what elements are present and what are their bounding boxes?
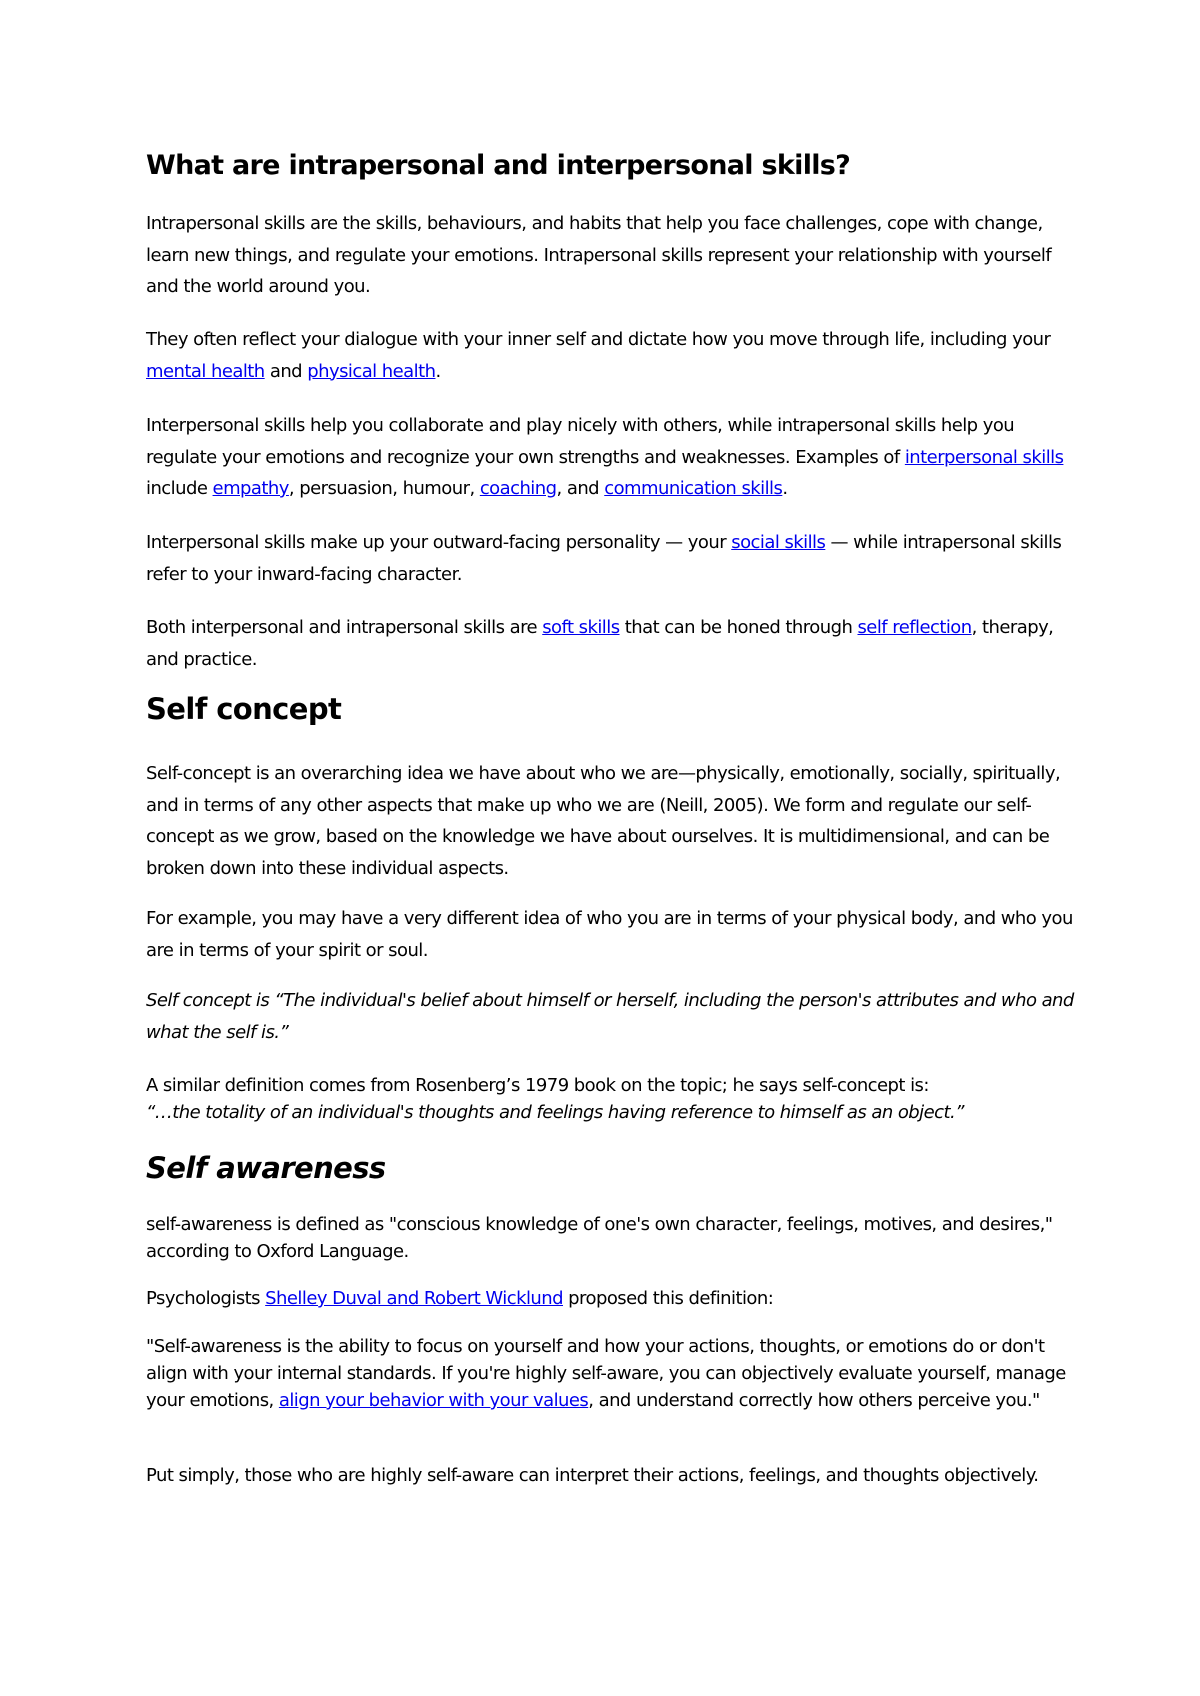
text-run: , persuasion, humour,: [288, 478, 480, 499]
text-run: They often reflect your dialogue with your inner self and dictate how you move through life, including your: [146, 329, 1051, 350]
link-duval-wicklund[interactable]: Shelley Duval and Robert Wicklund: [265, 1288, 563, 1309]
paragraph-self-concept-definition: Self-concept is an overarching idea we have about who we are—physically, emotionally, socially, spiritually, and in terms of any other aspects that make up who we are (Neill, 2005). We form and regulate our self-concept as we grow, based on the knowledge we have about ourselves. It is multidimensional, and can be broken down into these individual aspects.: [146, 763, 1061, 879]
text-run: , therapy, and practice.: [146, 617, 1054, 670]
text-run: that can be honed through: [619, 617, 858, 638]
text-run: , and: [556, 478, 605, 499]
text-run: — while intrapersonal skills refer to your inward-facing character.: [146, 532, 1062, 585]
paragraph-soft-skills: [146, 612, 1076, 675]
paragraph-rosenberg: [146, 1072, 1076, 1126]
quote-self-concept: Self concept is “The individual's belief about himself or herself, including the person's attributes and who and what the self is.”: [146, 990, 1074, 1043]
text-run: .: [782, 478, 788, 499]
text-run: .: [435, 360, 441, 382]
paragraph-physical-vs-spirit: For example, you may have a very different idea of who you are in terms of your physical body, and who you are in terms of your spirit or soul.: [146, 908, 1073, 961]
paragraph-psychologists: [146, 1285, 1076, 1312]
link-physical-health[interactable]: physical health: [307, 360, 436, 382]
text-run: Psychologists: [146, 1288, 266, 1309]
paragraph-intrapersonal-definition: Intrapersonal skills are the skills, behaviours, and habits that help you face challenges, cope with change, learn new things, and regulate your emotions. Intrapersonal skills represent your relationship with yourself and the world around you.: [146, 213, 1052, 297]
paragraph-outward-facing: [146, 527, 1076, 590]
link-mental-health[interactable]: mental health: [146, 360, 265, 382]
text-run: Interpersonal skills help you collaborate and play nicely with others, while intrapersonal skills help you regulate your emotions and recognize your own strengths and weaknesses. Examples of: [146, 415, 1015, 468]
text-run: include: [146, 478, 213, 499]
link-coaching[interactable]: coaching: [479, 478, 557, 499]
page-title: What are intrapersonal and interpersonal skills?: [146, 150, 851, 181]
paragraph-put-simply: Put simply, those who are highly self-aware can interpret their actions, feelings, and thoughts objectively.: [146, 1465, 1039, 1486]
link-align-values[interactable]: align your behavior with your values: [278, 1390, 589, 1411]
heading-self-awareness: Self awareness: [146, 1151, 386, 1185]
link-interpersonal-skills[interactable]: interpersonal skills: [904, 446, 1064, 468]
paragraph-interpersonal-examples: [146, 410, 1076, 505]
text-run: proposed this definition:: [563, 1288, 774, 1309]
paragraph-inner-dialogue: [146, 324, 1076, 387]
quote-rosenberg: “…the totality of an individual's thoughts and feelings having reference to himself as an object.”: [146, 1102, 964, 1123]
text-run: A similar definition comes from Rosenberg’s 1979 book on the topic; he says self-concept is:: [146, 1075, 929, 1096]
quote-self-awareness: [146, 1333, 1076, 1414]
link-self-reflection[interactable]: self reflection: [857, 617, 972, 638]
link-communication-skills[interactable]: communication skills: [604, 478, 783, 499]
text-run: , and understand correctly how others perceive you.": [588, 1390, 1040, 1411]
text-run: Interpersonal skills make up your outward-facing personality — your: [146, 532, 732, 553]
heading-self-concept: Self concept: [146, 692, 342, 726]
text-run: "Self-awareness is the ability to focus on yourself and how your actions, thoughts, or emotions do or don't align with your internal standards. If you're highly self-aware, you can objectively evaluate yourself, manage your emotions,: [146, 1336, 1066, 1411]
link-empathy[interactable]: empathy: [212, 478, 289, 499]
text-run: and: [264, 360, 308, 382]
text-run: Both interpersonal and intrapersonal skills are: [146, 617, 543, 638]
paragraph-self-awareness-definition: self-awareness is defined as "conscious knowledge of one's own character, feelings, motives, and desires," according to Oxford Language.: [146, 1214, 1053, 1262]
link-social-skills[interactable]: social skills: [731, 532, 826, 553]
link-soft-skills[interactable]: soft skills: [542, 617, 620, 638]
